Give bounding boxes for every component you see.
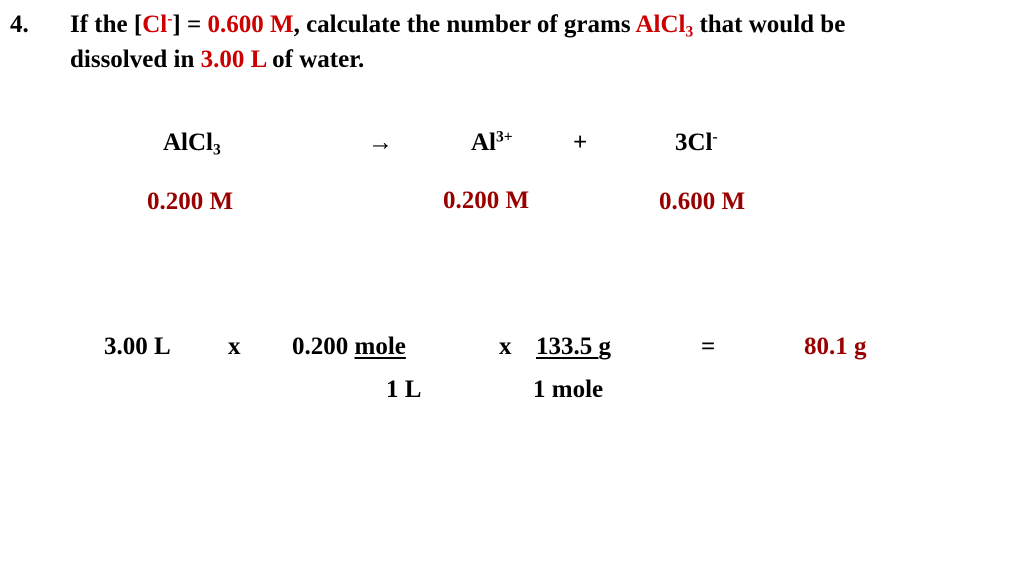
calc-denominator-mole: 1 mole <box>533 376 604 403</box>
question-text: that would be <box>693 11 846 38</box>
calc-denominator-liter: 1 L <box>386 376 422 403</box>
compound-formula: AlCl$_3$ <box>635 11 694 41</box>
given-concentration: 0.600 M <box>207 11 294 38</box>
question-text: , calculate the number of grams <box>293 11 636 38</box>
calc-times-1: x <box>228 333 241 360</box>
conc-product-al: 0.200 M <box>443 187 530 214</box>
calc-molarity: 0.200 mole <box>292 333 406 360</box>
equation-reactant: AlCl$_3$ <box>163 129 221 159</box>
given-volume: 3.00 L <box>200 46 266 73</box>
equation-product-al: $Al^{3+}$ <box>471 128 513 156</box>
calc-molar-mass: 133.5 g <box>536 333 611 360</box>
calc-volume: 3.00 L <box>104 333 171 360</box>
question-text: ] = <box>172 11 208 38</box>
equation-arrow: → <box>368 129 393 156</box>
question-line-2 <box>70 47 364 72</box>
equation-plus: + <box>573 129 588 156</box>
calc-result: 80.1 g <box>804 333 867 360</box>
calc-times-2: x <box>499 333 512 360</box>
question-text: If the [ <box>70 11 143 38</box>
question-text: dissolved in <box>70 46 201 73</box>
question-number: 4. <box>10 11 29 38</box>
calc-equals: = <box>701 333 716 360</box>
question-line-1 <box>70 10 846 41</box>
chloride-ion: Cl- <box>142 10 173 38</box>
conc-product-cl: 0.600 M <box>659 188 746 215</box>
equation-product-cl: 3Cl- <box>675 128 718 156</box>
question-text: of water. <box>265 46 365 73</box>
conc-reactant: 0.200 M <box>147 188 234 215</box>
